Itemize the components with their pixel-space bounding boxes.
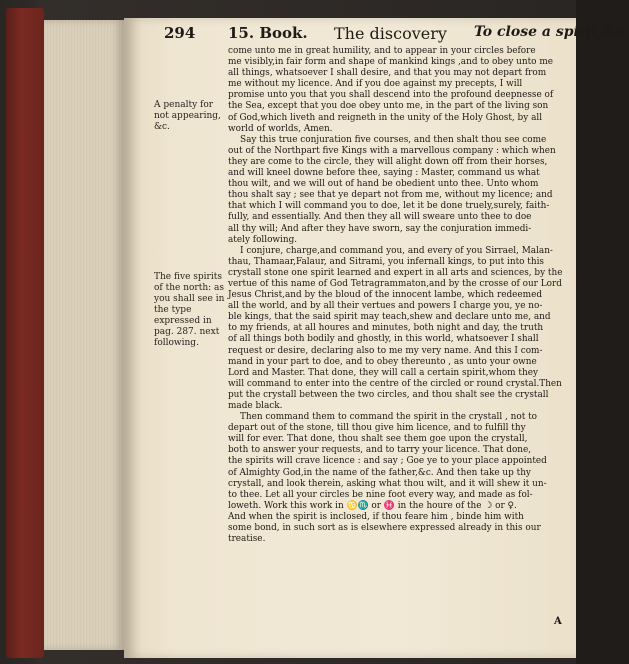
margin-note: A penalty for not appearing, &c. xyxy=(154,100,221,132)
text-line: crystall, and look therein, asking what thou wilt, and it will shew it un- xyxy=(228,478,547,489)
text-line: the spirits will crave licence : and say ; Goe ye to your place appointed xyxy=(228,456,547,467)
text-line: will for ever. That done, thou shalt see them goe upon the crystall, xyxy=(228,434,528,445)
text-line: thau, Thamaar,Falaur, and Sitrami, you infernall kings, to put into this xyxy=(228,256,544,267)
text-line: me without my licence. And if you doe against my precepts, I will xyxy=(228,79,523,90)
text-line: some bond, in such sort as is elsewhere expressed already in this our xyxy=(228,523,541,534)
text-line: Then command them to command the spirit in the crystall , not to xyxy=(240,412,538,423)
text-line: all the world, and by all their vertues and powers I charge you, ye no- xyxy=(228,301,543,312)
text-line: Lord and Master. That done, they will call a certain spirit,whom they xyxy=(228,367,538,378)
book-page xyxy=(124,18,629,658)
running-subtitle: To close a spirit,&c. xyxy=(474,24,629,40)
page-edges xyxy=(44,20,124,650)
page-number: 294 xyxy=(164,24,196,42)
text-line: And when the spirit is inclosed, if thou feare him , binde him with xyxy=(228,511,524,522)
text-line: vertue of this name of God Tetragrammaton,and by the crosse of our Lord xyxy=(228,278,562,289)
text-line: request or desire, declaring also to me my very name. And this I com- xyxy=(228,345,543,356)
text-line: Jesus Christ,and by the bloud of the innocent lambe, which redeemed xyxy=(228,290,543,301)
text-line: thou shalt say ; see that ye depart not from me, without my licence; and xyxy=(228,190,553,201)
text-line: will command to enter into the centre of the circled or round crystal.Then xyxy=(228,378,562,389)
text-line: all things, whatsoever I shall desire, and that you may not depart from xyxy=(228,68,547,79)
book-cover-edge xyxy=(6,8,44,658)
text-line: I conjure, charge,and command you, and every of you Sirrael, Malan- xyxy=(240,245,553,256)
text-line: ble kings, that the said spirit may teach,shew and declare unto me, and xyxy=(228,312,551,323)
text-line: to my friends, at all houres and minutes, both night and day, the truth xyxy=(228,323,544,334)
text-line: me visibly,in fair form and shape of mankind kings ,and to obey unto me xyxy=(228,57,553,68)
text-line: come unto me in great humility, and to appear in your circles before xyxy=(228,46,536,56)
text-line: the Sea, except that you doe obey unto me, in the part of the living son xyxy=(228,101,549,112)
text-line: thou wilt, and we will out of hand be obedient unto thee. Unto whom xyxy=(228,179,539,190)
text-line: promise unto you that you shall descend into the profound deepnesse of xyxy=(228,90,554,101)
text-line: loweth. Work this work in ♋♏ or ♓ in the houre of the ☽ or ♀. xyxy=(228,500,517,511)
signature-mark: A xyxy=(554,616,562,627)
text-line: both to answer your requests, and to tarry your licence. That done, xyxy=(228,445,532,456)
text-line: they are come to the circle, they will alight down off from their horses, xyxy=(228,156,548,167)
text-line: of all things both bodily and ghostly, in this world, whatsoever I shall xyxy=(228,334,539,345)
text-line: out of the Northpart five Kings with a marvellous company : which when xyxy=(228,145,556,156)
text-line: world of worlds, Amen. xyxy=(228,123,333,134)
text-line: and will kneel downe before thee, saying : Master, command us what xyxy=(228,168,540,179)
text-line: to thee. Let all your circles be nine foot every way, and made as fol- xyxy=(228,489,533,500)
text-line: mand in your part to doe, and to obey thereunto , as unto your owne xyxy=(228,356,537,367)
text-line: put the crystall between the two circles, and thou shalt see the crystall xyxy=(228,389,549,400)
margin-note: The five spirits of the north: as you shall see in the type expressed in pag. 287. next following. xyxy=(154,272,225,348)
text-line: crystall stone one spirit learned and expert in all arts and sciences, by the xyxy=(228,267,563,278)
running-title: The discovery xyxy=(334,24,447,43)
text-line: all thy will; And after they have sworn, say the conjuration immedi- xyxy=(228,223,532,234)
text-line: fully, and essentially. And then they all will sweare unto thee to doe xyxy=(228,212,532,223)
text-line: of God,which liveth and reigneth in the unity of the Holy Ghost, by all xyxy=(228,112,543,123)
text-line: of Almighty God,in the name of the father,&c. And then take up thy xyxy=(228,467,531,478)
text-line: that which I will command you to doe, let it be done truely,surely, faith- xyxy=(228,201,550,212)
running-header xyxy=(164,24,629,44)
text-line: treatise. xyxy=(228,534,266,545)
text-line: Say this true conjuration five courses, and then shalt thou see come xyxy=(240,134,547,145)
body-text xyxy=(228,46,568,545)
text-line: depart out of the stone, till thou give him licence, and to fulfill thy xyxy=(228,423,526,434)
text-line: made black. xyxy=(228,401,283,411)
text-line: ately following. xyxy=(228,234,298,245)
book-number: 15. Book. xyxy=(228,24,308,42)
